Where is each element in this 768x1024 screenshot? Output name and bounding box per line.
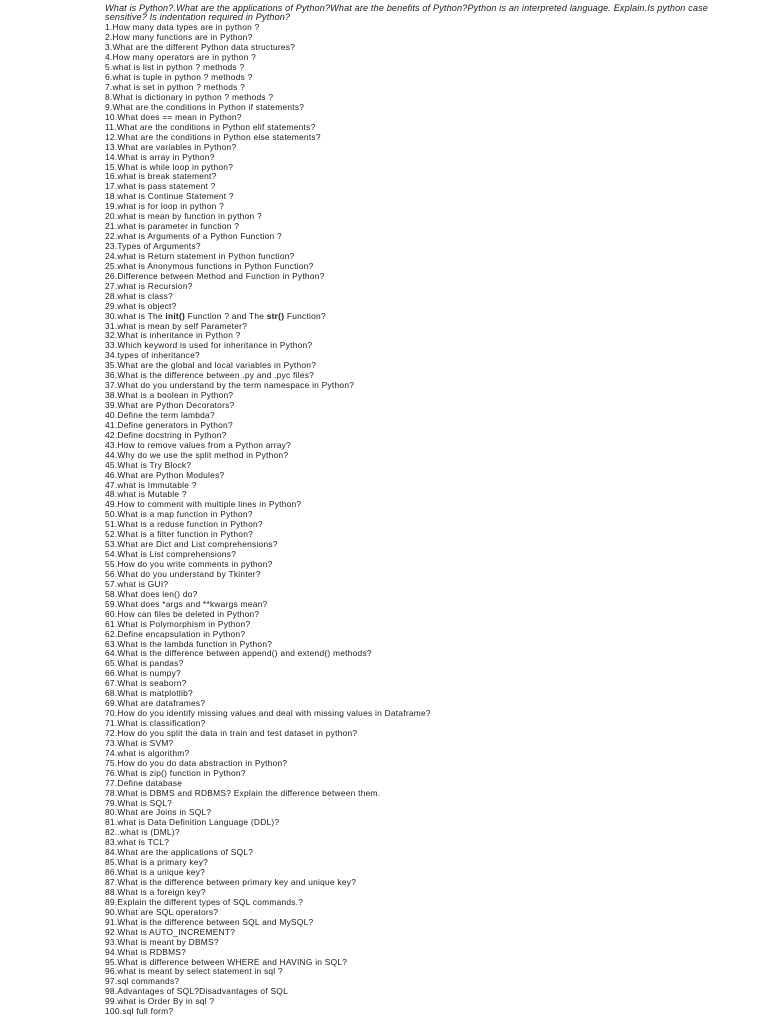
question-item: 98.Advantages of SQL?Disadvantages of SQL [105, 986, 288, 997]
question-item: 41.Define generators in Python? [105, 419, 233, 430]
question-item: 57.what is GUI? [105, 578, 169, 589]
question-item: 27.what is Recursion? [105, 280, 193, 291]
question-item: 11.What are the conditions in Python elif statements? [105, 121, 316, 132]
question-item: 94.What is RDBMS? [105, 946, 187, 957]
question-item: 14.What is array in Python? [105, 151, 215, 162]
question-item: 30.what is The init() Function ? and The str() Function? [105, 310, 326, 321]
question-item: 61.What is Polymorphism in Python? [105, 618, 251, 629]
intro-paragraph: What is Python?.What are the applications of Python?What are the benefits of Python?Python is an interpreted language. Explain.Is python case sensitive? Is indentation required in Python? [105, 3, 708, 23]
question-item: 17.what is pass statement ? [105, 181, 216, 192]
question-item: 67.What is seaborn? [105, 678, 187, 689]
question-item: 62.Define encapsulation in Python? [105, 628, 246, 639]
question-item: 5.what is list in python ? methods ? [105, 62, 245, 73]
question-item: 89.Explain the different types of SQL commands.? [105, 896, 304, 907]
question-item: 35.What are the global and local variables in Python? [105, 360, 317, 371]
question-item: 6.what is tuple in python ? methods ? [105, 72, 253, 83]
question-item: 53.What are Dict and List comprehensions? [105, 539, 278, 550]
question-item: 85.What is a primary key? [105, 857, 209, 868]
question-item: 65.What is pandas? [105, 658, 184, 669]
question-item: 32.What is inheritance in Python ? [105, 330, 241, 341]
question-item: 40.Define the term lambda? [105, 409, 215, 420]
question-item: 59.What does *args and **kwargs mean? [105, 598, 268, 609]
question-item: 42.Define docstring in Python? [105, 429, 227, 440]
question-item: 77.Define database [105, 777, 183, 788]
question-item: 58.What does len() do? [105, 588, 198, 599]
question-item: 9.What are the conditions in Python if statements? [105, 101, 305, 112]
question-item: 4.How many operators are in python ? [105, 52, 256, 63]
question-item: 43.How to remove values from a Python array? [105, 439, 292, 450]
question-item: 88.What is a foreign key? [105, 886, 206, 897]
question-item: 36.What is the difference between .py and .pyc files? [105, 370, 315, 381]
question-item: 48.what is Mutable ? [105, 489, 187, 500]
question-item: 22.what is Arguments of a Python Function ? [105, 231, 282, 242]
question-item: 76.What is zip() function in Python? [105, 767, 246, 778]
question-item: 3.What are the different Python data structures? [105, 42, 296, 53]
question-item: 51.What is a reduse function in Python? [105, 519, 263, 530]
question-item: 38.What is a boolean in Python? [105, 390, 234, 401]
question-item: 56.What do you understand by Tkinter? [105, 568, 261, 579]
question-item: 13.What are variables in Python? [105, 141, 237, 152]
question-item: 29.what is object? [105, 300, 177, 311]
question-item: 31.what is mean by self Parameter? [105, 320, 248, 331]
question-item: 49.How to comment with multiple lines in Python? [105, 499, 302, 510]
question-item: 63.What is the lambda function in Python? [105, 638, 273, 649]
question-item: 54.What is List comprehensions? [105, 549, 237, 560]
question-item: 79.What is SQL? [105, 797, 173, 808]
question-item: 74.what is algorithm? [105, 747, 190, 758]
question-item: 39.What are Python Decorators? [105, 400, 235, 411]
question-item: 50.What is a map function in Python? [105, 509, 253, 520]
question-item: 86.What is a unique key? [105, 867, 206, 878]
question-item: 8.What is dictionary in python ? methods ? [105, 91, 274, 102]
question-item: 44.Why do we use the split method in Python? [105, 449, 289, 460]
question-item: 75.How do you do data abstraction in Python? [105, 757, 288, 768]
question-item: 52.What is a filter function in Python? [105, 529, 254, 540]
question-item: 72.How do you split the data in train and test dataset in python? [105, 727, 358, 738]
question-item: 69.What are dataframes? [105, 698, 206, 709]
question-item: 19.what is for loop in python ? [105, 201, 225, 212]
question-item: 96.what is meant by select statement in sql ? [105, 966, 283, 977]
question-item: 25.what is Anonymous functions in Python Function? [105, 260, 314, 271]
question-item: 55.How do you write comments in python? [105, 559, 273, 570]
question-list [105, 23, 745, 1017]
question-item: 21.what is parameter in function ? [105, 221, 240, 232]
document-page [105, 4, 745, 1017]
question-item: 100.sql full form? [105, 1006, 174, 1017]
question-item: 81.what is Data Definition Language (DDL)? [105, 817, 280, 828]
question-item: 34.types of inheritance? [105, 350, 200, 361]
question-item: 26.Difference between Method and Function in Python? [105, 270, 325, 281]
question-item: 2.How many functions are in Python? [105, 32, 253, 43]
question-item: 66.What is numpy? [105, 668, 181, 679]
question-item: 33.Which keyword is used for inheritance in Python? [105, 340, 313, 351]
question-item: 99.what is Order By in sql ? [105, 996, 215, 1007]
question-item: 91.What is the difference between SQL and MySQL? [105, 916, 314, 927]
question-item: 84.What are the applications of SQL? [105, 847, 254, 858]
question-item: 12.What are the conditions in Python else statements? [105, 131, 321, 142]
question-item: 68.What is matplotlib? [105, 688, 193, 699]
question-item: 78.What is DBMS and RDBMS? Explain the difference between them. [105, 787, 381, 798]
question-item: 64.What is the difference between append() and extend() methods? [105, 648, 372, 659]
question-item: 95.What is difference between WHERE and HAVING in SQL? [105, 956, 348, 967]
question-item: 20.what is mean by function in python ? [105, 211, 262, 222]
question-item: 93.What is meant by DBMS? [105, 936, 219, 947]
question-item: 45.What is Try Block? [105, 459, 192, 470]
question-item: 70.How do you identify missing values and deal with missing values in Dataframe? [105, 708, 431, 719]
question-item: 23.Types of Arguments? [105, 241, 201, 252]
question-item: 47.what is Immutable ? [105, 479, 197, 490]
question-item: 60.How can files be deleted in Python? [105, 608, 260, 619]
question-item: 24.what is Return statement in Python function? [105, 250, 295, 261]
question-item: 28.what is class? [105, 290, 174, 301]
question-item: 16.what is break statement? [105, 171, 217, 182]
question-item: 97.sql commands? [105, 976, 180, 987]
question-item: 7.what is set in python ? methods ? [105, 82, 246, 93]
question-item: 15.What is while loop in python? [105, 161, 234, 172]
question-item: 92.What is AUTO_INCREMENT? [105, 926, 236, 937]
question-item: 87.What is the difference between primary key and unique key? [105, 877, 357, 888]
question-item: 46.What are Python Modules? [105, 469, 225, 480]
question-item: 73.What is SVM? [105, 737, 174, 748]
question-item: 10.What does == mean in Python? [105, 111, 242, 122]
question-item: 37.What do you understand by the term namespace in Python? [105, 380, 355, 391]
question-item: 80.What are Joins in SQL? [105, 807, 212, 818]
question-item: 1.How many data types are in python ? [105, 22, 260, 33]
question-item: 82..what is (DML)? [105, 827, 180, 838]
question-item: 90.What are SQL operators? [105, 906, 219, 917]
question-item: 71.What is classification? [105, 718, 206, 729]
question-item: 18.what is Continue Statement ? [105, 191, 234, 202]
question-item: 83.what is TCL? [105, 837, 170, 848]
